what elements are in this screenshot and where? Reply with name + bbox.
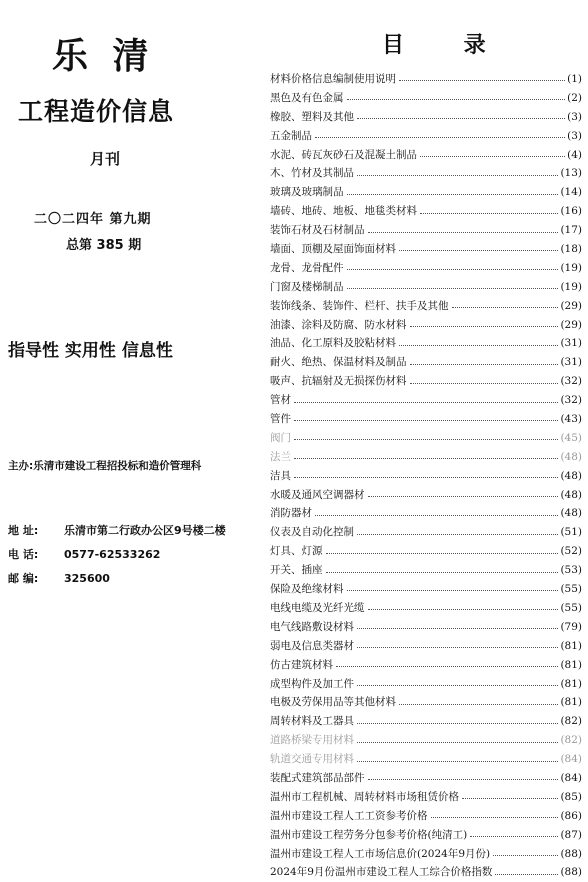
toc-entry-page: (2) [567, 91, 582, 104]
sponsor-line: 主办:乐清市建设工程招投标和造价管理科 [8, 460, 202, 472]
toc-leader-dots [357, 685, 558, 686]
toc-leader-dots [357, 647, 558, 648]
toc-entry-title: 门窗及楼梯制品 [270, 280, 344, 293]
toc-entry-page: (82) [560, 715, 582, 728]
toc-leader-dots [294, 458, 558, 459]
toc-entry [270, 675, 582, 694]
toc-entry-page: (84) [560, 753, 582, 766]
toc-leader-dots [347, 99, 566, 100]
toc-entry [270, 637, 582, 656]
toc-leader-dots [294, 402, 558, 403]
toc-entry-title: 黑色及有色金属 [270, 91, 344, 104]
toc-leader-dots [294, 420, 558, 421]
toc-leader-dots [294, 439, 558, 440]
toc-entry-title: 油漆、涂料及防腐、防水材料 [270, 318, 407, 331]
toc-entry-title: 道路桥梁专用材料 [270, 734, 354, 747]
toc-leader-dots [357, 175, 558, 176]
toc-leader-dots [420, 213, 558, 214]
table-of-contents [270, 70, 582, 882]
toc-entry-title: 仪表及自动化控制 [270, 526, 354, 539]
toc-entry-title: 管件 [270, 413, 291, 426]
toc-entry-page: (1) [567, 73, 582, 85]
toc-entry-page: (88) [560, 866, 582, 879]
toc-entry-title: 2024年9月份温州市建设工程人工综合价格指数 [270, 866, 493, 879]
toc-entry-page: (19) [560, 280, 582, 293]
publication-frequency: 月刊 [90, 150, 121, 168]
toc-leader-dots [347, 194, 559, 195]
toc-entry-page: (87) [560, 828, 582, 841]
postcode-value: 325600 [64, 572, 110, 585]
toc-entry-page: (88) [560, 847, 582, 860]
toc-leader-dots [493, 855, 558, 856]
toc-leader-dots [294, 477, 558, 478]
toc-entry [270, 429, 582, 448]
toc-entry-title: 保险及绝缘材料 [270, 583, 344, 596]
total-issue-number: 总第 385 期 [66, 238, 142, 253]
toc-leader-dots [315, 515, 558, 516]
toc-entry [270, 863, 582, 882]
toc-entry-page: (81) [560, 696, 582, 709]
toc-leader-dots [462, 798, 558, 799]
toc-leader-dots [368, 496, 559, 497]
toc-leader-dots [399, 345, 558, 346]
toc-entry [270, 202, 582, 221]
toc-entry [270, 353, 582, 372]
toc-leader-dots [357, 534, 558, 535]
toc-entry [270, 448, 582, 467]
toc-entry-page: (81) [560, 658, 582, 671]
toc-entry [270, 164, 582, 183]
toc-entry [270, 504, 582, 523]
toc-leader-dots [326, 553, 559, 554]
toc-entry-page: (53) [560, 564, 582, 577]
toc-entry [270, 807, 582, 826]
toc-entry-page: (52) [560, 545, 582, 558]
toc-entry-page: (29) [560, 299, 582, 312]
toc-entry-page: (55) [560, 601, 582, 614]
toc-leader-dots [368, 609, 559, 610]
toc-leader-dots [347, 269, 559, 270]
toc-entry [270, 656, 582, 675]
toc-entry-page: (82) [560, 734, 582, 747]
toc-entry-page: (31) [560, 337, 582, 350]
toc-entry [270, 523, 582, 542]
toc-entry-title: 周转材料及工器具 [270, 715, 354, 728]
toc-entry-page: (13) [560, 167, 582, 180]
toc-entry-page: (4) [567, 148, 582, 161]
toc-entry [270, 467, 582, 486]
toc-entry [270, 221, 582, 240]
toc-entry-title: 阀门 [270, 431, 291, 444]
toc-entry-page: (81) [560, 639, 582, 652]
toc-entry-title: 龙骨、龙骨配件 [270, 261, 344, 274]
toc-entry [270, 108, 582, 127]
cover-column [0, 0, 262, 876]
toc-entry-title: 温州市建设工程人工市场信息价(2024年9月份) [270, 847, 491, 860]
toc-leader-dots [420, 156, 565, 157]
toc-entry-page: (79) [560, 620, 582, 633]
toc-entry-title: 耐火、绝热、保温材料及制品 [270, 356, 407, 369]
address-value: 乐清市第二行政办公区9号楼二楼 [64, 524, 226, 537]
toc-entry-title: 电线电缆及光纤光缆 [270, 601, 365, 614]
toc-leader-dots [431, 817, 559, 818]
toc-leader-dots [315, 137, 565, 138]
toc-leader-dots [357, 761, 558, 762]
toc-entry-title: 温州市建设工程劳务分包参考价格(纯清工) [270, 828, 468, 841]
toc-entry-page: (19) [560, 261, 582, 274]
toc-entry-title: 吸声、抗辐射及无损探伤材料 [270, 375, 407, 388]
toc-leader-dots [347, 590, 559, 591]
toc-entry [270, 826, 582, 845]
toc-entry [270, 316, 582, 335]
toc-entry-title: 电极及劳保用品等其他材料 [270, 696, 396, 709]
toc-entry-title: 装配式建筑部品部件 [270, 771, 365, 784]
toc-leader-dots [495, 874, 558, 875]
phone-line [8, 546, 160, 562]
toc-entry-title: 轨道交通专用材料 [270, 753, 354, 766]
toc-leader-dots [336, 666, 558, 667]
toc-entry-title: 墙面、顶棚及屋面饰面材料 [270, 243, 396, 256]
toc-entry-page: (48) [560, 469, 582, 482]
toc-leader-dots [357, 628, 558, 629]
toc-leader-dots [357, 723, 558, 724]
toc-entry-title: 弱电及信息类器材 [270, 639, 354, 652]
toc-leader-dots [357, 742, 558, 743]
toc-entry-page: (84) [560, 771, 582, 784]
toc-entry-title: 法兰 [270, 450, 291, 463]
toc-entry-title: 开关、插座 [270, 564, 323, 577]
toc-leader-dots [326, 572, 559, 573]
toc-entry-title: 成型构件及加工件 [270, 677, 354, 690]
toc-entry [270, 845, 582, 864]
toc-entry [270, 183, 582, 202]
toc-title: 目 录 [382, 33, 512, 58]
toc-entry [270, 89, 582, 108]
toc-entry-title: 水泥、砖瓦灰砂石及混凝土制品 [270, 148, 417, 161]
toc-entry-page: (3) [567, 110, 582, 123]
toc-entry [270, 70, 582, 89]
toc-entry [270, 278, 582, 297]
toc-entry [270, 146, 582, 165]
toc-entry-title: 管材 [270, 394, 291, 407]
toc-entry [270, 712, 582, 731]
toc-entry-title: 木、竹材及其制品 [270, 167, 354, 180]
toc-entry-title: 墙砖、地砖、地板、地毯类材料 [270, 205, 417, 218]
toc-leader-dots [410, 383, 559, 384]
toc-entry-page: (86) [560, 809, 582, 822]
toc-entry-title: 消防器材 [270, 507, 312, 520]
toc-leader-dots [452, 307, 559, 308]
toc-leader-dots [410, 364, 559, 365]
toc-entry-page: (32) [560, 394, 582, 407]
address-line [8, 522, 226, 538]
toc-entry-title: 水暖及通风空调器材 [270, 488, 365, 501]
toc-entry [270, 334, 582, 353]
toc-leader-dots [470, 836, 558, 837]
toc-leader-dots [399, 80, 565, 81]
toc-entry-title: 橡胶、塑料及其他 [270, 110, 354, 123]
address-label: 地 址: [8, 524, 39, 537]
toc-entry-page: (29) [560, 318, 582, 331]
toc-leader-dots [399, 704, 558, 705]
toc-entry-page: (48) [560, 488, 582, 501]
toc-entry-title: 洁具 [270, 469, 291, 482]
toc-entry [270, 259, 582, 278]
toc-entry-page: (55) [560, 583, 582, 596]
toc-entry-page: (14) [560, 186, 582, 199]
toc-entry [270, 561, 582, 580]
toc-entry [270, 391, 582, 410]
toc-entry-page: (48) [560, 507, 582, 520]
toc-entry [270, 580, 582, 599]
toc-entry-title: 装饰线条、装饰件、栏杆、扶手及其他 [270, 299, 449, 312]
toc-entry-page: (17) [560, 224, 582, 237]
toc-leader-dots [410, 326, 559, 327]
toc-entry [270, 297, 582, 316]
toc-entry [270, 127, 582, 146]
toc-entry-page: (85) [560, 790, 582, 803]
toc-entry-page: (32) [560, 375, 582, 388]
toc-entry-title: 五金制品 [270, 129, 312, 142]
toc-entry [270, 410, 582, 429]
toc-entry-page: (18) [560, 243, 582, 256]
toc-leader-dots [368, 232, 559, 233]
toc-entry [270, 731, 582, 750]
postcode-line [8, 570, 110, 586]
postcode-label: 邮 编: [8, 572, 39, 585]
phone-value: 0577-62533262 [64, 548, 161, 561]
toc-entry-title: 仿古建筑材料 [270, 658, 333, 671]
toc-entry [270, 693, 582, 712]
toc-leader-dots [357, 118, 565, 119]
toc-entry [270, 599, 582, 618]
toc-leader-dots [368, 779, 559, 780]
toc-entry-page: (81) [560, 677, 582, 690]
toc-entry [270, 618, 582, 637]
toc-entry [270, 542, 582, 561]
toc-entry-page: (45) [560, 431, 582, 444]
toc-entry-page: (3) [567, 129, 582, 142]
toc-entry-page: (43) [560, 413, 582, 426]
phone-label: 电 话: [8, 548, 39, 561]
toc-entry [270, 486, 582, 505]
toc-entry-title: 油品、化工原料及胶粘材料 [270, 337, 396, 350]
slogan: 指导性 实用性 信息性 [8, 341, 173, 361]
issue-number: 二〇二四年 第九期 [34, 212, 152, 227]
toc-entry-title: 温州市工程机械、周转材料市场租赁价格 [270, 790, 459, 803]
city-title: 乐 清 [52, 36, 155, 77]
toc-entry-page: (16) [560, 205, 582, 218]
toc-leader-dots [347, 288, 559, 289]
toc-entry-title: 电气线路敷设材料 [270, 620, 354, 633]
toc-entry [270, 788, 582, 807]
toc-entry-title: 装饰石材及石材制品 [270, 224, 365, 237]
toc-entry-page: (48) [560, 450, 582, 463]
magazine-title: 工程造价信息 [18, 97, 175, 126]
toc-entry-page: (51) [560, 526, 582, 539]
toc-entry [270, 750, 582, 769]
toc-entry-title: 灯具、灯源 [270, 545, 323, 558]
toc-entry [270, 372, 582, 391]
toc-entry-title: 温州市建设工程人工工资参考价格 [270, 809, 428, 822]
toc-entry-page: (31) [560, 356, 582, 369]
toc-entry-title: 材料价格信息编制使用说明 [270, 73, 396, 85]
toc-leader-dots [399, 250, 558, 251]
toc-entry [270, 240, 582, 259]
toc-entry [270, 769, 582, 788]
toc-entry-title: 玻璃及玻璃制品 [270, 186, 344, 199]
